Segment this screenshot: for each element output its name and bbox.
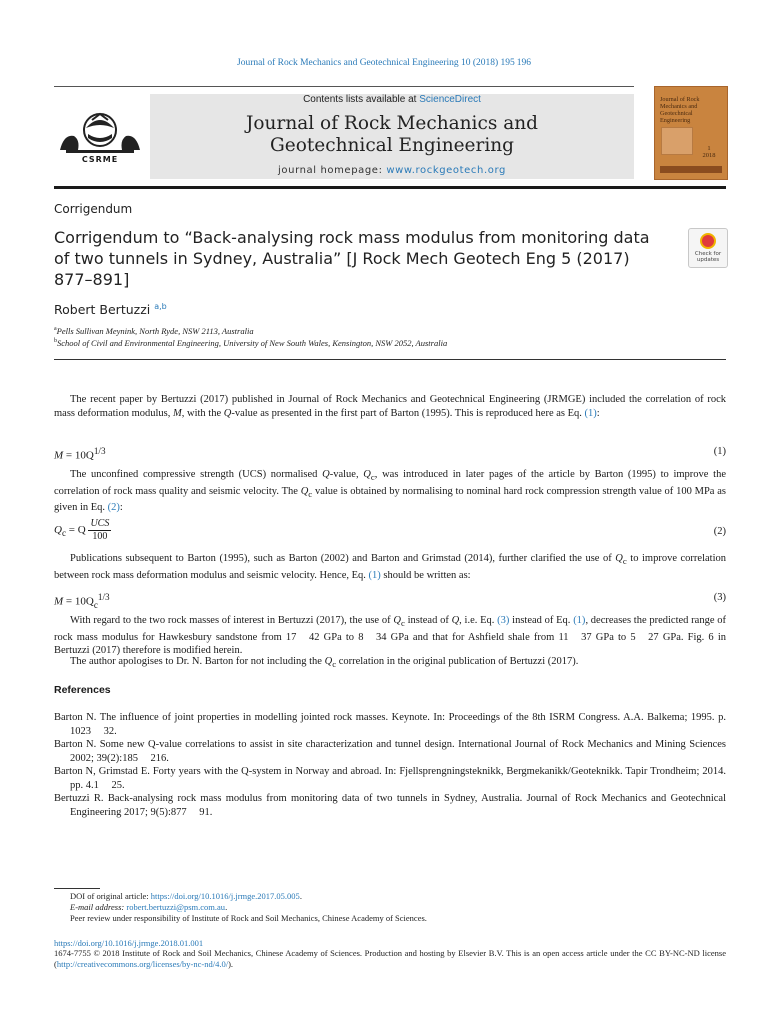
eq2-number: (2) — [713, 526, 726, 537]
author — [54, 302, 167, 317]
cover-strip — [660, 166, 722, 173]
eq3-lhs: M — [54, 595, 64, 608]
eq3-sub: c — [93, 599, 98, 610]
eq-1-ref-2[interactable]: (1) — [368, 569, 381, 581]
paragraph-3 — [54, 552, 726, 582]
affil-sup-b: b — [54, 338, 57, 345]
footnote-rule — [54, 888, 100, 889]
eq-1-ref[interactable]: (1) — [584, 407, 597, 419]
reference-item: Barton N, Grimstad E. Forty years with the Q-system in Norway and abroad. In: Fjellsprengningsteknikk, Bergmekanikk/Geoteknikk. Tapir Trondheim; 2014. pp. 4.1 25. — [54, 766, 726, 791]
eq1-rhs: = 10Q — [63, 449, 94, 462]
eq1-lhs: M — [54, 449, 64, 462]
p1-var-M: M — [173, 407, 182, 419]
p1-text-c: -value as presented in the first part of Barton (1995). This is reproduced here as Eq. — [231, 407, 585, 419]
eq2-fraction — [88, 518, 111, 543]
author-name: Robert Bertuzzi — [54, 302, 151, 318]
eq-1-ref-3[interactable]: (1) — [573, 615, 586, 626]
p2-text-b: -value, — [329, 469, 364, 480]
copyright-notice — [54, 948, 726, 970]
homepage-prefix: journal homepage: — [278, 165, 387, 176]
eq2-lhs: Q — [54, 524, 62, 537]
logo-text: CSRME — [81, 155, 119, 164]
p2-var-Qc2: Q — [300, 485, 309, 497]
eq-3-ref[interactable]: (3) — [497, 615, 510, 626]
masthead-rule — [54, 186, 726, 189]
check-updates-icon — [700, 233, 716, 249]
eq2-frac-denominator: 100 — [92, 531, 108, 542]
affiliation-a — [54, 326, 254, 336]
eq1-number: (1) — [713, 446, 726, 457]
p4-text-b: instead of — [404, 615, 452, 626]
p2-text-e: : — [119, 502, 123, 514]
p4-sub-c: c — [400, 618, 405, 629]
equation-3 — [54, 592, 726, 610]
email-end: . — [225, 902, 228, 912]
cover-issue-number: 1 — [707, 145, 711, 152]
reference-item: Barton N. The influence of joint properties in modelling jointed rock masses. Keynote. In: Proceedings of the 8th ISRM Congress. A.A. Balkema; 1995. p. 1023 32. — [54, 712, 726, 737]
cover-title: Journal of Rock Mechanics and Geotechnical Engineering — [660, 96, 700, 124]
affil-sup-a: a — [54, 326, 57, 333]
p2-text-a: The unconfined compressive strength (UCS) normalised — [70, 469, 323, 480]
sciencedirect-link[interactable]: ScienceDirect — [419, 94, 481, 105]
equation-1 — [54, 446, 726, 462]
reference-item: Barton N. Some new Q-value correlations to assist in site characterization and tunnel design. International Journal of Rock Mechanics and Mining Sciences 2002; 39(2):185 216. — [54, 739, 726, 764]
article-doi-link[interactable]: https://doi.org/10.1016/j.jrmge.2018.01.001 — [54, 938, 204, 948]
journal-title-line1: Journal of Rock Mechanics and — [246, 113, 538, 134]
reference-item: Bertuzzi R. Back-analysing rock mass modulus from monitoring data of two tunnels in Sydney, Australia. Journal of Rock Mechanics and Geotechnical Engineering 2017; 9(5):877 91. — [54, 793, 726, 818]
csrme-logo-graphic — [54, 100, 146, 178]
eq3-number: (3) — [713, 592, 726, 603]
p1-text-d: : — [596, 407, 600, 419]
csrme-logo — [54, 100, 146, 178]
running-header[interactable]: Journal of Rock Mechanics and Geotechnical Engineering 10 (2018) 195 196 — [237, 58, 531, 68]
paragraph-1 — [54, 393, 726, 420]
p2-sub-c2: c — [308, 488, 313, 499]
p4-var-Qc: Q — [393, 615, 401, 626]
header-rule — [54, 86, 634, 87]
copyright-text-b: ). — [228, 959, 234, 969]
eq2-frac-numerator: UCS — [90, 518, 110, 529]
email-label: E-mail address: — [70, 902, 127, 912]
journal-title — [150, 113, 634, 157]
author-affil-sup[interactable]: a,b — [154, 302, 167, 311]
copyright-text-a: 1674-7755 © 2018 Institute of Rock and Soil Mechanics, Chinese Academy of Sciences. Production and hosting by Elsevier B.V. This is an open access article under the CC BY-NC-ND license ( — [54, 948, 726, 969]
p2-sub-c: c — [370, 472, 375, 483]
p4-text-c: , i.e. Eq. — [459, 615, 498, 626]
contents-line — [150, 94, 634, 105]
eq3-rhs: = 10Q — [63, 595, 94, 608]
affil-text-b: School of Civil and Environmental Engineering, University of New South Wales, Kensington, NSW 2052, Australia — [57, 338, 448, 348]
cover-issue — [695, 145, 723, 159]
p2-text-c: , was introduced in later pages of the article by Barton (1995) to improve the correlation of rock mass quality and seismic velocity. The — [54, 469, 726, 497]
homepage-line — [150, 165, 634, 176]
paragraph-2 — [54, 468, 726, 515]
p3-text-b: to improve correlation between rock mass deformation modulus and seismic velocity. Hence, Eq. — [54, 553, 726, 581]
p4-text-d: instead of Eq. — [509, 615, 574, 626]
p5-text-b: correlation in the original publication of Bertuzzi (2017). — [336, 656, 579, 667]
doi-label: DOI of original article: — [70, 891, 151, 901]
p4-text-e: , decreases the predicted range of rock mass modulus for Hawkesbury sandstone from 17 42 GPa to 8 34 GPa and that for Ashfield shale from 11 37 GPa to 5 27 GPa. Fig. 6 in Bertuzzi (2017) therefore is modified herein. — [54, 615, 726, 657]
homepage-link[interactable]: www.rockgeotech.org — [386, 165, 506, 176]
eq3-exponent: 1/3 — [97, 592, 110, 602]
affiliation-b — [54, 338, 447, 348]
paragraph-5 — [54, 655, 726, 672]
p4-text-a: With regard to the two rock masses of interest in Bertuzzi (2017), the use of — [70, 615, 394, 626]
p1-text-b: , with the — [181, 407, 224, 419]
contents-prefix: Contents lists available at — [303, 94, 420, 105]
eq-2-ref[interactable]: (2) — [107, 502, 120, 514]
p3-text-a: Publications subsequent to Barton (1995), such as Barton (2002) and Barton and Grimstad (2014), further clarified the use of — [70, 553, 616, 564]
p3-text-c: should be written as: — [380, 569, 471, 581]
p3-sub-c: c — [622, 556, 627, 567]
journal-cover[interactable] — [654, 86, 728, 180]
cover-year: 2018 — [702, 152, 716, 159]
p2-text-d: value is obtained by normalising to nominal hard rock compression strength value of 100 MPa as given in Eq. — [54, 485, 726, 514]
p2-var-Qc: Q — [363, 469, 371, 480]
references-heading: References — [54, 684, 111, 696]
article-title: Corrigendum to “Back-analysing rock mass modulus from monitoring data of two tunnels in Sydney, Australia” [J Rock Mech Geotech Eng 5 (2017) 877–891] — [54, 228, 650, 289]
p4-var-Q: Q — [451, 615, 460, 626]
email-link[interactable]: robert.bertuzzi@psm.com.au — [126, 902, 226, 912]
article-type: Corrigendum — [54, 202, 133, 216]
original-doi-link[interactable]: https://doi.org/10.1016/j.jrmge.2017.05.005 — [150, 891, 300, 901]
eq2-lhs-sub: c — [61, 528, 67, 539]
p5-sub-c: c — [332, 659, 337, 670]
eq2-mid: = Q — [66, 524, 86, 537]
p1-var-Q: Q — [223, 407, 232, 419]
affiliation-rule — [54, 359, 726, 360]
paragraph-4 — [54, 614, 726, 658]
affil-text-a: Pells Sullivan Meynink, North Ryde, NSW 2113, Australia — [56, 326, 254, 336]
p3-var-Qc: Q — [615, 553, 623, 564]
p5-text-a: The author apologises to Dr. N. Barton for not including the — [70, 656, 325, 667]
p5-var-Qc: Q — [324, 656, 333, 667]
journal-title-line2: Geotechnical Engineering — [269, 135, 515, 156]
footnote-email — [70, 902, 227, 913]
doi-end: . — [299, 891, 302, 901]
cover-image — [661, 127, 693, 155]
eq1-exponent: 1/3 — [93, 446, 106, 456]
footnote-peer-review: Peer review under responsibility of Institute of Rock and Soil Mechanics, Chinese Academy of Sciences. — [70, 913, 427, 923]
check-updates-label: Check for updates — [694, 251, 722, 263]
p2-var-Q: Q — [322, 469, 330, 480]
equation-2 — [54, 518, 726, 543]
check-for-updates-badge[interactable] — [688, 228, 728, 268]
license-link[interactable]: http://creativecommons.org/licenses/by-nc-nd/4.0/ — [56, 959, 229, 969]
p1-text-a: The recent paper by Bertuzzi (2017) published in Journal of Rock Mechanics and Geotechnical Engineering (JRMGE) included the correlation of rock mass deformation modulus, — [54, 394, 726, 419]
footnote-doi — [70, 891, 302, 902]
